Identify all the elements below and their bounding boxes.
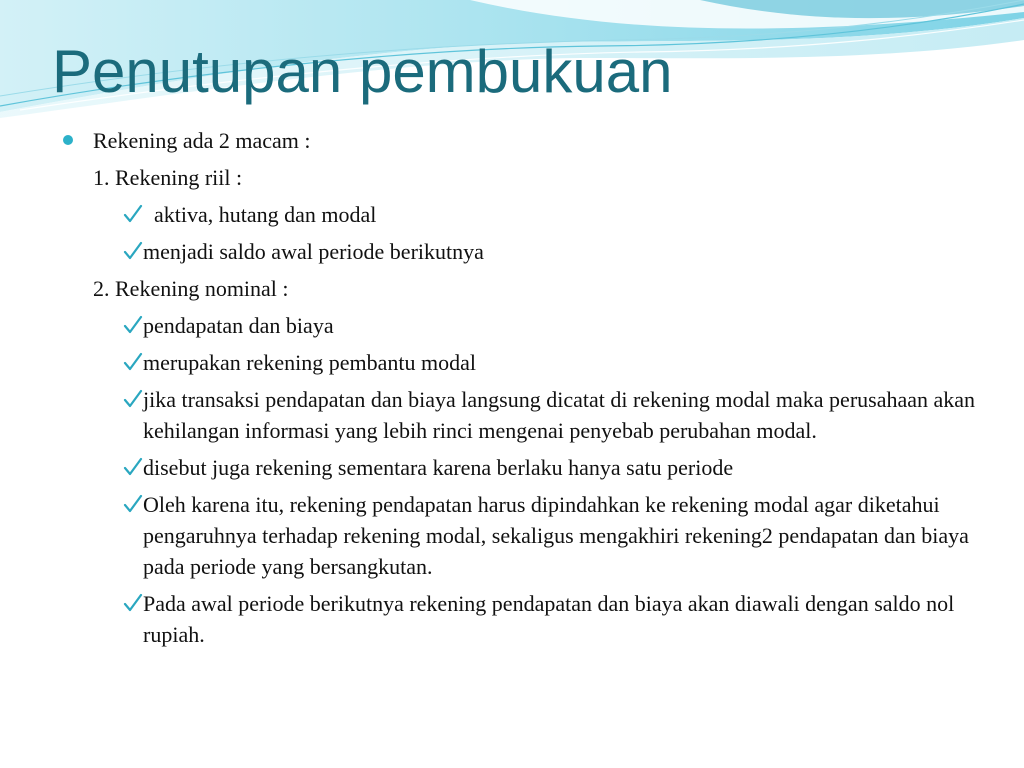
subheading-item bbox=[0, 273, 1024, 304]
subheading-item bbox=[0, 162, 1024, 193]
checkmark-icon bbox=[122, 199, 144, 229]
item-text: Oleh karena itu, rekening pendapatan harus dipindahkan ke rekening modal agar diketahui pengaruhnya terhadap rekening modal, sekaligus mengakhiri rekening2 pendapatan dan biaya pada periode yang bersangkutan. bbox=[143, 492, 975, 579]
check-item bbox=[0, 347, 983, 378]
check-item bbox=[0, 310, 983, 341]
item-text: 1. Rekening riil : bbox=[93, 165, 243, 190]
bullet-dot-icon bbox=[63, 135, 73, 145]
page-title: Penutupan pembukuan bbox=[52, 38, 673, 105]
checkmark-icon bbox=[122, 452, 144, 482]
item-text: pendapatan dan biaya bbox=[143, 313, 334, 338]
bullet-list bbox=[0, 125, 1024, 656]
item-text: disebut juga rekening sementara karena berlaku hanya satu periode bbox=[143, 455, 734, 480]
checkmark-icon bbox=[122, 588, 144, 618]
check-item bbox=[0, 199, 983, 230]
check-item bbox=[0, 384, 983, 446]
checkmark-icon bbox=[122, 310, 144, 340]
checkmark-icon bbox=[122, 347, 144, 377]
checkmark-icon bbox=[122, 236, 144, 266]
check-item bbox=[0, 236, 983, 267]
item-text: Rekening ada 2 macam : bbox=[93, 128, 311, 153]
item-text: Pada awal periode berikutnya rekening pendapatan dan biaya akan diawali dengan saldo nol rupiah. bbox=[143, 591, 960, 647]
item-text: 2. Rekening nominal : bbox=[93, 276, 289, 301]
item-text: jika transaksi pendapatan dan biaya langsung dicatat di rekening modal maka perusahaan akan kehilangan informasi yang lebih rinci mengenai penyebab perubahan modal. bbox=[143, 387, 981, 443]
check-item bbox=[0, 588, 983, 650]
item-text: menjadi saldo awal periode berikutnya bbox=[143, 239, 484, 264]
item-text: aktiva, hutang dan modal bbox=[143, 202, 377, 227]
checkmark-icon bbox=[122, 489, 144, 519]
bullet-item bbox=[0, 125, 1024, 156]
item-text: merupakan rekening pembantu modal bbox=[143, 350, 476, 375]
checkmark-icon bbox=[122, 384, 144, 414]
check-item bbox=[0, 489, 983, 582]
check-item bbox=[0, 452, 983, 483]
